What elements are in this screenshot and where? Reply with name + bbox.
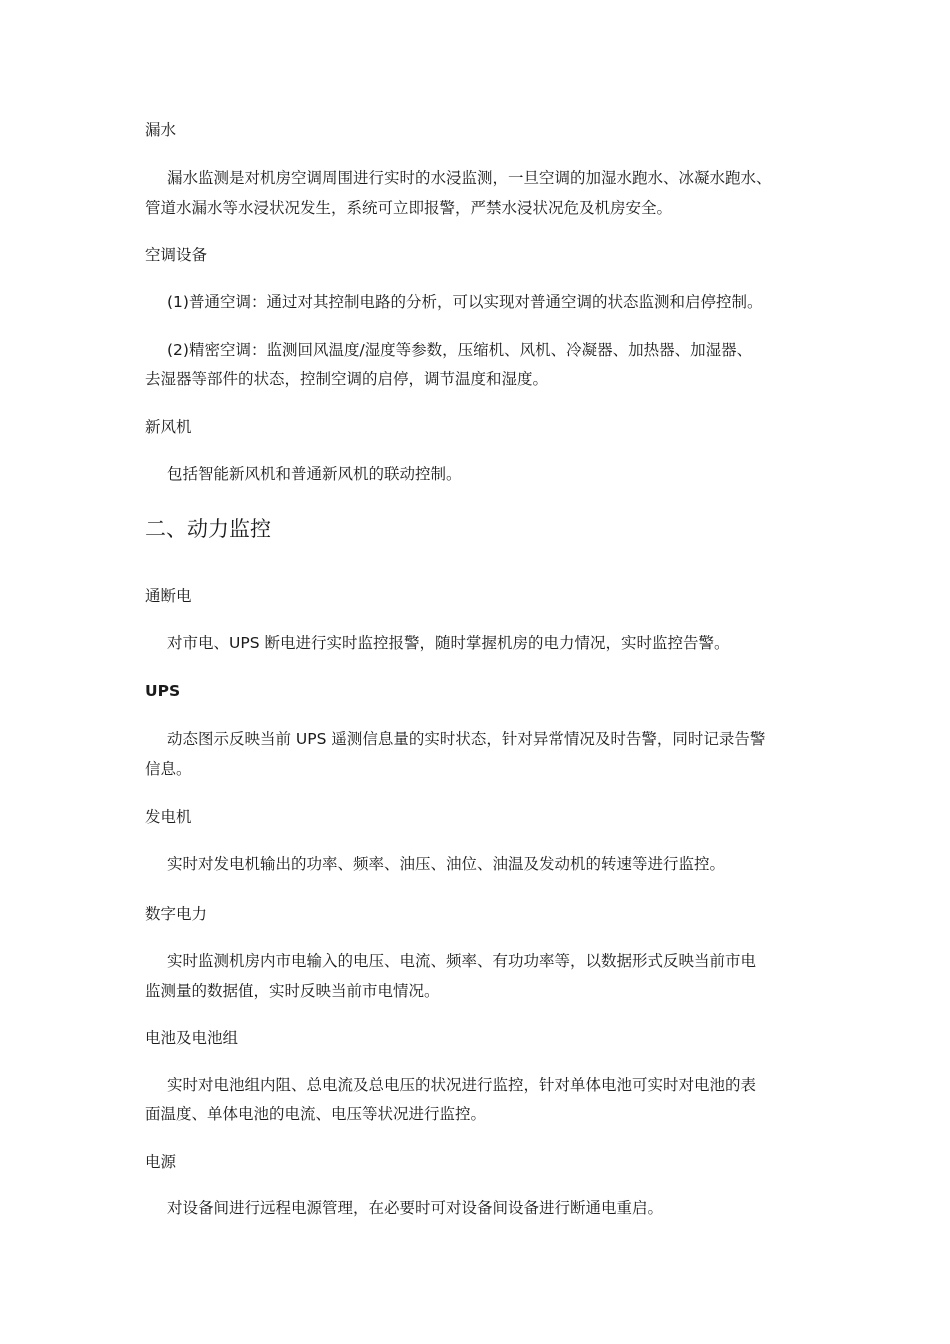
paragraph-digital-line2: 监测量的数据值，实时反映当前市电情况。 [145,982,440,1000]
paragraph-ac-2-line1: (2)精密空调：监测回风温度/湿度等参数，压缩机、风机、冷凝器、加热器、加湿器、 [167,341,753,359]
paragraph-fan: 包括智能新风机和普通新风机的联动控制。 [167,465,462,483]
heading-leak: 漏水 [145,121,177,139]
heading-ac: 空调设备 [145,246,208,264]
paragraph-power-supply: 对设备间进行远程电源管理，在必要时可对设备间设备进行断通电重启。 [167,1199,664,1217]
paragraph-ac-1: (1)普通空调：通过对其控制电路的分析，可以实现对普通空调的状态监测和启停控制。 [167,293,763,311]
heading-digital-power: 数字电力 [145,905,208,923]
paragraph-generator: 实时对发电机输出的功率、频率、油压、油位、油温及发动机的转速等进行监控。 [167,855,726,873]
paragraph-ups-line2: 信息。 [145,760,192,778]
paragraph-ac-2-line2: 去湿器等部件的状态，控制空调的启停，调节温度和湿度。 [145,370,549,388]
heading-generator: 发电机 [145,808,192,826]
paragraph-battery-line1: 实时对电池组内阻、总电流及总电压的状况进行监控，针对单体电池可实时对电池的表 [167,1076,757,1094]
heading-fan: 新风机 [145,418,192,436]
paragraph-leak-line2: 管道水漏水等水浸状况发生，系统可立即报警，严禁水浸状况危及机房安全。 [145,199,673,217]
paragraph-ups-line1: 动态图示反映当前 UPS 遥测信息量的实时状态，针对异常情况及时告警，同时记录告警 [167,730,766,748]
paragraph-digital-line1: 实时监测机房内市电输入的电压、电流、频率、有功功率等，以数据形式反映当前市电 [167,952,757,970]
paragraph-power: 对市电、UPS 断电进行实时监控报警，随时掌握机房的电力情况，实时监控告警。 [167,634,730,652]
heading-power-supply: 电源 [145,1153,177,1171]
chapter-title: 二、动力监控 [145,517,271,541]
paragraph-battery-line2: 面温度、单体电池的电流、电压等状况进行监控。 [145,1105,487,1123]
heading-ups: UPS [145,682,181,700]
heading-power: 通断电 [145,587,192,605]
paragraph-leak-line1: 漏水监测是对机房空调周围进行实时的水浸监测，一旦空调的加湿水跑水、冰凝水跑水、 [167,169,772,187]
heading-battery: 电池及电池组 [145,1029,239,1047]
